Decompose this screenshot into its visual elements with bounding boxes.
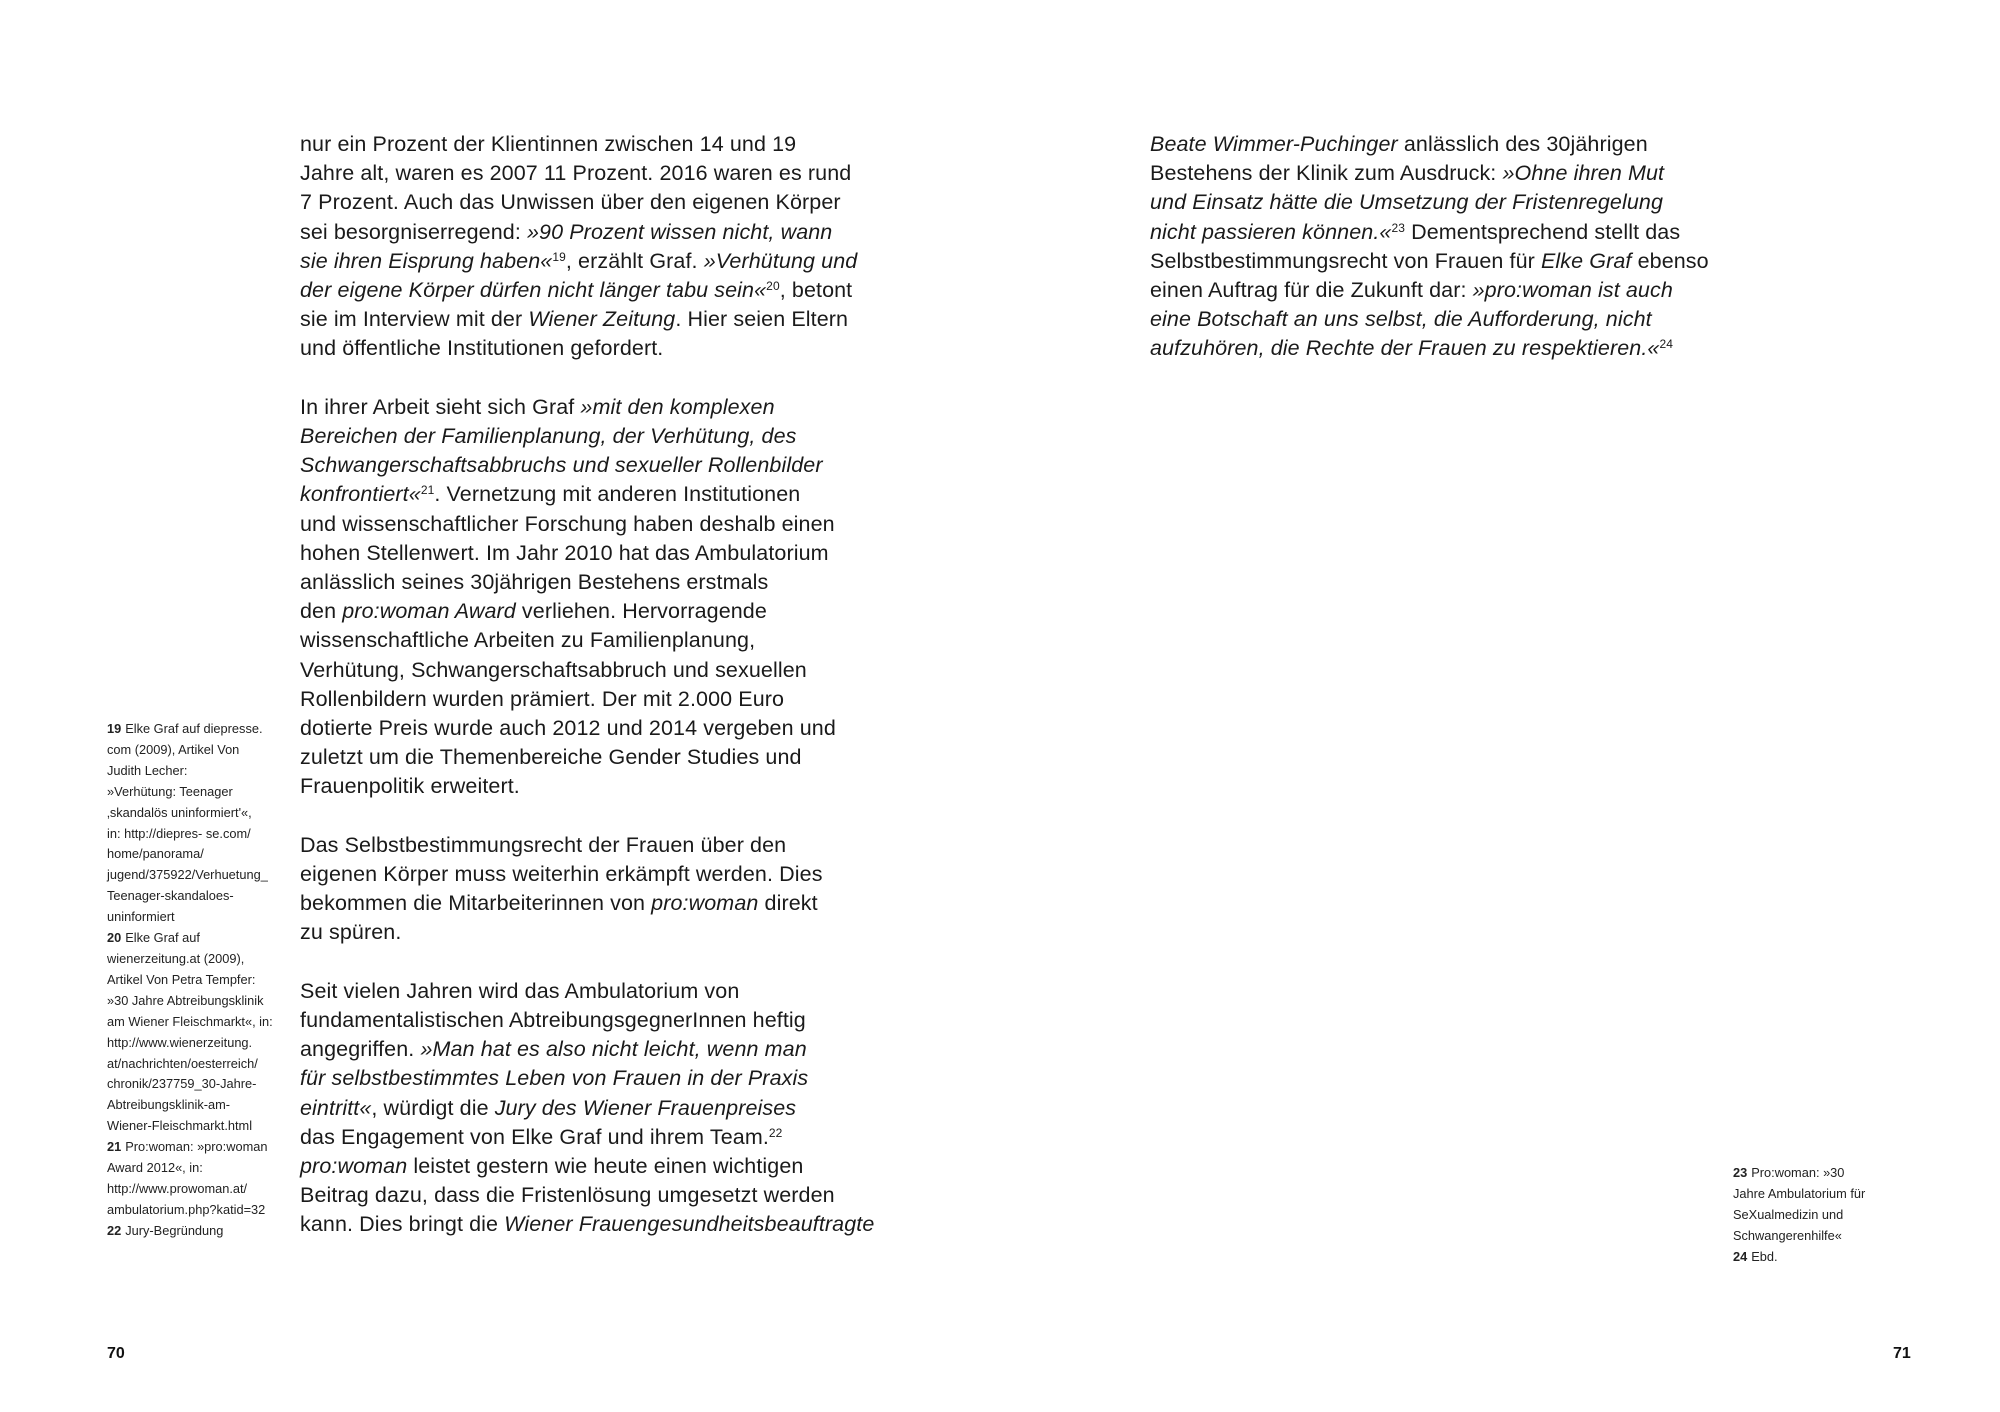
footnote-text: wienerzeitung.at (2009),: [107, 950, 245, 966]
text-run: direkt: [758, 891, 818, 916]
italic-text: der eigene Körper dürfen nicht länger tabu sein«: [300, 278, 767, 303]
footnote: [1733, 1247, 1893, 1268]
footnote: [107, 928, 287, 1137]
footnote-text: Ebd.: [1751, 1248, 1778, 1264]
text-line: [300, 772, 880, 801]
text-run: kann. Dies bringt die: [300, 1212, 505, 1237]
text-run: das Engagement von Elke Graf und ihrem Team.: [300, 1124, 769, 1149]
text-line: [300, 568, 880, 597]
left-footnotes: [107, 719, 287, 1242]
text-run: , betont: [779, 278, 853, 303]
text-line: [300, 831, 880, 860]
text-run: Rollenbildern wurden prämiert. Der mit 2.000 Euro: [300, 686, 785, 711]
body-paragraph: [1150, 130, 1730, 364]
footnote-line: [107, 719, 287, 740]
text-run: hohen Stellenwert. Im Jahr 2010 hat das Ambulatorium: [300, 540, 829, 565]
footnote-line: [107, 1158, 287, 1179]
text-line: [300, 1123, 880, 1152]
footnote-number: 22: [107, 1222, 122, 1238]
text-run: . Vernetzung mit anderen Institutionen: [434, 482, 801, 507]
footnote-line: [107, 886, 287, 907]
footnote-line: [107, 761, 287, 782]
text-run: zu spüren.: [300, 920, 402, 945]
text-run: zuletzt um die Themenbereiche Gender Studies und: [300, 745, 802, 770]
footnote-text: Elke Graf auf: [125, 930, 200, 946]
text-line: [1150, 218, 1730, 247]
footnote-text: Jahre Ambulatorium für: [1733, 1185, 1866, 1201]
italic-text: »mit den komplexen: [580, 394, 775, 419]
text-line: [300, 889, 880, 918]
footnote-line: [107, 740, 287, 761]
footnote-text: Award 2012«, in:: [107, 1160, 203, 1176]
italic-text: »pro:woman ist auch: [1472, 278, 1673, 303]
italic-text: Elke Graf: [1540, 248, 1632, 273]
footnote-text: jugend/375922/Verhuetung_: [107, 867, 268, 883]
footnote-reference: 24: [1659, 337, 1674, 352]
footnote: [107, 719, 287, 928]
text-line: [300, 1035, 880, 1064]
text-run: anlässlich seines 30jährigen Bestehens erstmals: [300, 570, 769, 595]
text-line: [300, 743, 880, 772]
footnote-text: http://www.prowoman.at/: [107, 1180, 248, 1196]
text-run: und wissenschaftlicher Forschung haben deshalb einen: [300, 511, 835, 536]
italic-text: Wiener Frauengesundheitsbeauftragte: [504, 1212, 875, 1237]
footnote-line: [107, 1033, 287, 1054]
text-line: [300, 276, 880, 305]
footnote-line: [107, 1200, 287, 1221]
text-run: ebenso: [1631, 248, 1709, 273]
text-run: eigenen Körper muss weiterhin erkämpft werden. Dies: [300, 862, 823, 887]
text-run: verliehen. Hervorragende: [515, 599, 767, 624]
italic-text: konfrontiert«: [300, 482, 421, 507]
text-run: Bestehens der Klinik zum Ausdruck:: [1150, 161, 1503, 186]
text-line: [300, 422, 880, 451]
footnote-text: ambulatorium.php?katid=32: [107, 1201, 266, 1217]
body-paragraph: [300, 977, 880, 1240]
text-run: Jahre alt, waren es 2007 11 Prozent. 2016 waren es rund: [300, 161, 852, 186]
text-run: Seit vielen Jahren wird das Ambulatorium von: [300, 978, 740, 1003]
left-body-text: [300, 130, 880, 1240]
text-line: [300, 218, 880, 247]
text-run: nur ein Prozent der Klientinnen zwischen 14 und 19: [300, 132, 797, 156]
text-line: [300, 860, 880, 889]
text-line: [300, 1094, 880, 1123]
text-run: dotierte Preis wurde auch 2012 und 2014 vergeben und: [300, 716, 836, 741]
footnote-line: [107, 1221, 287, 1242]
footnote: [1733, 1163, 1893, 1247]
text-run: Frauenpolitik erweitert.: [300, 774, 520, 799]
footnote-line: [1733, 1226, 1893, 1247]
italic-text: »Ohne ihren Mut: [1502, 161, 1665, 186]
text-run: Das Selbstbestimmungsrecht der Frauen über den: [300, 832, 787, 857]
italic-text: sie ihren Eisprung haben«: [300, 248, 553, 273]
text-run: Selbstbestimmungsrecht von Frauen für: [1150, 248, 1541, 273]
body-paragraph: [300, 130, 880, 364]
italic-text: Beate Wimmer-Puchinger: [1150, 132, 1398, 156]
right-body-text: [1150, 130, 1730, 364]
text-line: [300, 539, 880, 568]
footnote-line: [1733, 1205, 1893, 1226]
footnote-text: Abtreibungsklinik-am-: [107, 1097, 231, 1113]
footnote-number: 19: [107, 721, 122, 736]
footnote-text: ‚skandalös uninformiert'«,: [107, 804, 252, 820]
text-line: [1150, 159, 1730, 188]
text-line: [1150, 276, 1730, 305]
italic-text: »Man hat es also nicht leicht, wenn man: [420, 1037, 807, 1062]
footnote-text: Judith Lecher:: [107, 762, 188, 778]
footnote-line: [107, 844, 287, 865]
footnote-line: [107, 1095, 287, 1116]
footnote-line: [107, 782, 287, 803]
footnote-text: uninformiert: [107, 909, 175, 925]
footnote-text: http://www.wienerzeitung.: [107, 1034, 253, 1050]
footnote-line: [107, 1137, 287, 1158]
text-line: [1150, 305, 1730, 334]
text-line: [300, 685, 880, 714]
footnote-text: Schwangerenhilfe«: [1733, 1227, 1842, 1243]
text-run: fundamentalistischen AbtreibungsgegnerInnen heftig: [300, 1008, 806, 1033]
text-run: 7 Prozent. Auch das Unwissen über den eigenen Körper: [300, 190, 841, 215]
text-line: [1150, 334, 1730, 363]
text-run: bekommen die Mitarbeiterinnen von: [300, 891, 652, 916]
text-line: [300, 597, 880, 626]
footnote-text: »Verhütung: Teenager: [107, 783, 233, 799]
footnote-line: [107, 1179, 287, 1200]
footnote-line: [107, 949, 287, 970]
footnote-number: 20: [107, 930, 122, 946]
text-line: [300, 247, 880, 276]
text-run: , würdigt die: [371, 1095, 495, 1120]
footnote-line: [107, 1012, 287, 1033]
italic-text: aufzuhören, die Rechte der Frauen zu respektieren.«: [1150, 336, 1660, 361]
body-paragraph: [300, 393, 880, 802]
footnote-number: 23: [1733, 1165, 1748, 1180]
footnote-reference: 23: [1391, 220, 1406, 235]
footnote-reference: 20: [766, 279, 780, 294]
text-line: [300, 451, 880, 480]
footnote-text: chronik/237759_30-Jahre-: [107, 1076, 257, 1092]
text-run: In ihrer Arbeit sieht sich Graf: [300, 394, 581, 419]
text-line: [300, 130, 880, 159]
italic-text: Bereichen der Familienplanung, der Verhütung, des: [300, 424, 797, 449]
footnote-line: [1733, 1184, 1893, 1205]
text-line: [300, 510, 880, 539]
text-line: [1150, 130, 1730, 159]
italic-text: Jury des Wiener Frauenpreises: [494, 1095, 797, 1120]
text-line: [300, 480, 880, 509]
text-run: angegriffen.: [300, 1037, 421, 1062]
text-run: . Hier seien Eltern: [675, 307, 849, 332]
footnote-text: com (2009), Artikel Von: [107, 741, 240, 757]
right-page: [1000, 0, 2000, 1412]
text-line: [300, 626, 880, 655]
text-run: anlässlich des 30jährigen: [1397, 132, 1648, 156]
footnote-line: [107, 1116, 287, 1137]
footnote-text: Jury-Begründung: [125, 1222, 224, 1238]
footnote-line: [107, 1054, 287, 1075]
text-run: wissenschaftliche Arbeiten zu Familienplanung,: [300, 628, 756, 653]
footnote-text: in: http://diepres- se.com/: [107, 825, 251, 841]
text-line: [300, 977, 880, 1006]
text-run: Dementsprechend stellt das: [1405, 219, 1681, 244]
italic-text: »Verhütung und: [703, 248, 858, 273]
text-run: einen Auftrag für die Zukunft dar:: [1150, 278, 1473, 303]
footnote-line: [107, 803, 287, 824]
footnote-line: [107, 1074, 287, 1095]
text-run: Beitrag dazu, dass die Fristenlösung umgesetzt werden: [300, 1183, 835, 1208]
footnote-line: [1733, 1247, 1893, 1268]
text-line: [300, 305, 880, 334]
page-number-right: 71: [1893, 1345, 1911, 1362]
text-run: den: [300, 599, 343, 624]
right-footnotes: [1733, 1163, 1893, 1268]
footnote-reference: 22: [768, 1125, 783, 1140]
italic-text: pro:woman: [300, 1154, 408, 1179]
footnote-number: 24: [1733, 1248, 1748, 1264]
text-run: sei besorgniserregend:: [300, 219, 527, 244]
text-line: [300, 334, 880, 363]
footnote-reference: 19: [552, 249, 566, 264]
italic-text: eine Botschaft an uns selbst, die Aufforderung, nicht: [1150, 307, 1652, 332]
text-line: [300, 1181, 880, 1210]
footnote-line: [107, 907, 287, 928]
text-line: [300, 714, 880, 743]
footnote-line: [107, 824, 287, 845]
italic-text: pro:woman: [651, 891, 759, 916]
italic-text: Schwangerschaftsabbruchs und sexueller Rollenbilder: [300, 453, 823, 478]
footnote-text: Wiener-Fleischmarkt.html: [107, 1118, 253, 1134]
text-run: und öffentliche Institutionen gefordert.: [300, 336, 664, 361]
text-line: [300, 918, 880, 947]
text-line: [300, 1006, 880, 1035]
text-line: [300, 1210, 880, 1239]
text-line: [300, 159, 880, 188]
text-line: [300, 656, 880, 685]
footnote-line: [107, 865, 287, 886]
italic-text: pro:woman Award: [342, 599, 516, 624]
italic-text: und Einsatz hätte die Umsetzung der Fristenregelung: [1150, 190, 1664, 215]
italic-text: Wiener Zeitung: [528, 307, 676, 332]
footnote-number: 21: [107, 1139, 122, 1155]
footnote-text: home/panorama/: [107, 846, 204, 862]
text-line: [1150, 188, 1730, 217]
text-line: [300, 188, 880, 217]
footnote-text: Teenager-skandaloes-: [107, 888, 234, 904]
footnote-text: Elke Graf auf diepresse.: [125, 721, 263, 736]
text-run: , erzählt Graf.: [565, 248, 704, 273]
text-line: [300, 1152, 880, 1181]
text-run: leistet gestern wie heute einen wichtigen: [407, 1154, 804, 1179]
text-run: Verhütung, Schwangerschaftsabbruch und sexuellen: [300, 657, 807, 682]
footnote-line: [1733, 1163, 1893, 1184]
footnote-line: [107, 970, 287, 991]
footnote-text: SeXualmedizin und: [1733, 1206, 1844, 1222]
italic-text: für selbstbestimmtes Leben von Frauen in der Praxis: [300, 1066, 809, 1091]
text-line: [300, 393, 880, 422]
footnote-text: at/nachrichten/oesterreich/: [107, 1055, 258, 1071]
italic-text: »90 Prozent wissen nicht, wann: [527, 219, 833, 244]
footnote-line: [107, 991, 287, 1012]
footnote-text: »30 Jahre Abtreibungsklinik: [107, 992, 264, 1008]
footnote: [107, 1137, 287, 1221]
italic-text: nicht passieren können.«: [1150, 219, 1392, 244]
text-line: [300, 1064, 880, 1093]
text-line: [1150, 247, 1730, 276]
footnote-text: Artikel Von Petra Tempfer:: [107, 971, 256, 987]
italic-text: eintritt«: [300, 1095, 372, 1120]
footnote-text: am Wiener Fleischmarkt«, in:: [107, 1013, 273, 1029]
footnote: [107, 1221, 287, 1242]
page-number-left: 70: [107, 1345, 125, 1362]
footnote-reference: 21: [420, 483, 435, 498]
text-run: sie im Interview mit der: [300, 307, 529, 332]
footnote-text: Pro:woman: »30: [1751, 1165, 1845, 1180]
body-paragraph: [300, 831, 880, 948]
footnote-line: [107, 928, 287, 949]
footnote-text: Pro:woman: »pro:woman: [125, 1139, 268, 1155]
